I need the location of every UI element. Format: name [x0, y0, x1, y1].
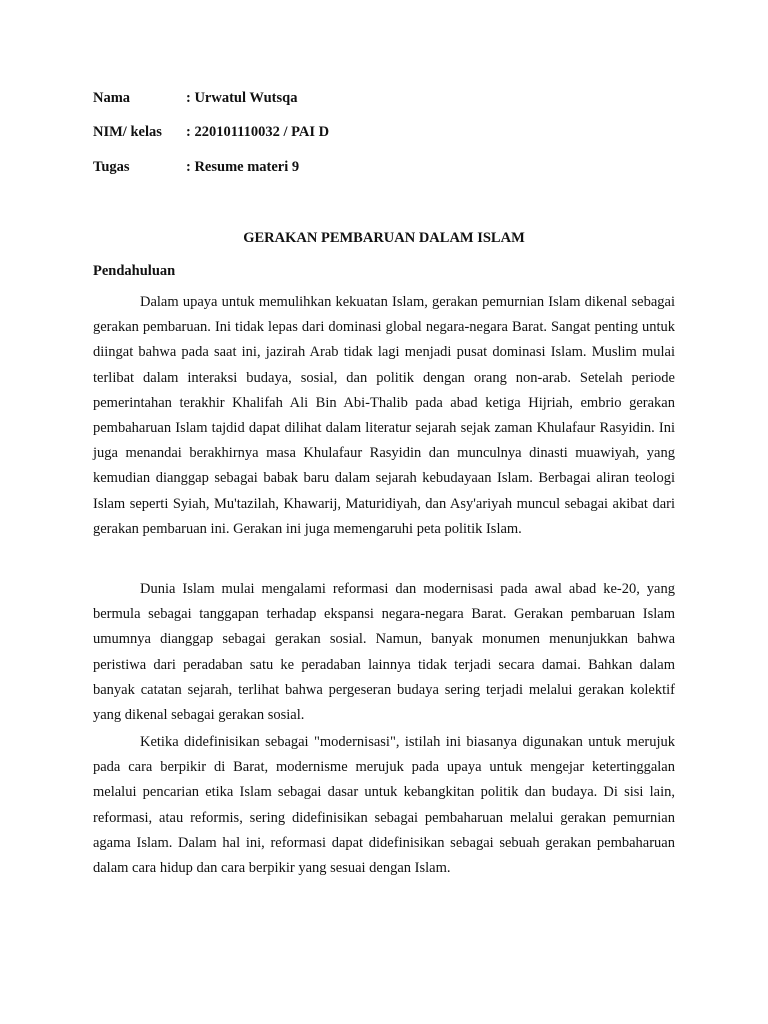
- paragraph-3: Ketika didefinisikan sebagai "modernisasi", istilah ini biasanya digunakan untuk merujuk pada cara berpikir di Barat, modernisme merujuk pada upaya untuk mengejar ketertinggalan melalui pencarian etika Islam sebagai dasar untuk kebangkitan politik dan budaya. Di sisi lain, reformasi, atau reformis, sering didefinisikan sebagai pembaharuan melalui gerakan pemurnian agama Islam. Dalam hal ini, reformasi dapat didefinisikan sebagai sebuah gerakan pembaharuan dalam cara hidup dan cara berpikir yang sesuai dengan Islam.: [93, 734, 675, 877]
- nim-label: NIM/ kelas: [93, 124, 162, 140]
- name-label: Nama: [93, 90, 131, 106]
- section-heading: Pendahuluan: [93, 263, 176, 279]
- nim-value: : 220101110032 / PAI D: [186, 124, 330, 140]
- document-title: GERAKAN PEMBARUAN DALAM ISLAM: [243, 230, 525, 246]
- paragraph-2: Dunia Islam mulai mengalami reformasi dan modernisasi pada awal abad ke-20, yang bermula sebagai tanggapan terhadap ekspansi negara-negara Barat. Gerakan pembaruan Islam umumnya dianggap sebagai gerakan sosial. Namun, banyak monumen menunjukkan bahwa peristiwa dari peradaban satu ke peradaban lainnya tidak terjadi secara damai. Bahkan dalam banyak catatan sejarah, terlihat bahwa pergeseran budaya sering terjadi melalui gerakan kolektif yang dikenal sebagai gerakan sosial.: [93, 581, 675, 724]
- name-value: : Urwatul Wutsqa: [186, 90, 298, 106]
- task-label: Tugas: [93, 159, 130, 175]
- paragraph-1: Dalam upaya untuk memulihkan kekuatan Islam, gerakan pemurnian Islam dikenal sebagai gerakan pembaruan. Ini tidak lepas dari dominasi global negara-negara Barat. Sangat penting untuk diingat bahwa pada saat ini, jazirah Arab tidak lagi menjadi pusat dominasi Islam. Muslim mulai terlibat dalam interaksi budaya, sosial, dan politik dengan orang non-arab. Setelah periode pemerintahan terakhir Khalifah Ali Bin Abi-Thalib pada abad ketiga Hijriah, embrio gerakan pembaharuan Islam tajdid dapat dilihat dalam literatur sejarah sejak zaman Khulafaur Rasyidin. Ini juga menandai berakhirnya masa Khulafaur Rasyidin dan munculnya dinasti muawiyah, yang kemudian dianggap sebagai babak baru dalam sejarah kebudayaan Islam. Berbagai aliran teologi Islam seperti Syiah, Mu'tazilah, Khawarij, Maturidiyah, dan Asy'ariyah muncul sebagai akibat dari gerakan pembaruan ini. Gerakan ini juga memengaruhi peta politik Islam.: [93, 294, 675, 537]
- task-value: : Resume materi 9: [186, 159, 300, 175]
